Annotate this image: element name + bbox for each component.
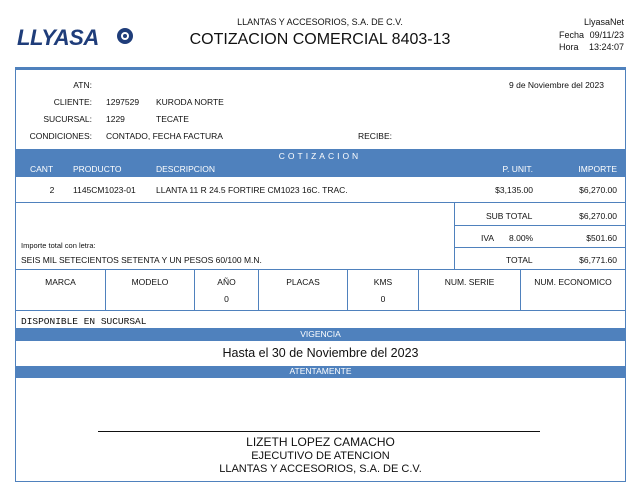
fecha-value: 09/11/23 bbox=[589, 30, 624, 40]
system-name: LlyasaNet bbox=[583, 17, 624, 27]
atentamente-label: ATENTAMENTE bbox=[289, 366, 352, 376]
item-importe: $6,270.00 bbox=[579, 185, 617, 195]
divider bbox=[16, 269, 625, 270]
divider bbox=[105, 270, 106, 310]
document-frame bbox=[15, 67, 626, 482]
iva-label: IVA bbox=[481, 233, 495, 243]
vehicle-header-placas: PLACAS bbox=[286, 277, 320, 287]
divider bbox=[454, 247, 625, 248]
table-row bbox=[16, 178, 625, 200]
availability-note: DISPONIBLE EN SUCURSAL bbox=[21, 316, 147, 327]
document-title: COTIZACION COMERCIAL 8403-13 bbox=[189, 31, 451, 48]
subtotal-label: SUB TOTAL bbox=[486, 211, 533, 221]
company-logo bbox=[15, 24, 133, 50]
item-p-unit: $3,135.00 bbox=[495, 185, 533, 195]
divider bbox=[454, 203, 455, 269]
vehicle-header-serie: NUM. SERIE bbox=[444, 277, 495, 287]
signer-position: EJECUTIVO DE ATENCION bbox=[251, 450, 390, 462]
sucursal-number: 1229 bbox=[106, 114, 125, 124]
col-descripcion: DESCRIPCION bbox=[156, 164, 216, 174]
vehicle-header-economico: NUM. ECONOMICO bbox=[534, 277, 612, 287]
item-cant: 2 bbox=[49, 185, 55, 195]
vehicle-value-anio: 0 bbox=[224, 294, 229, 304]
iva-rate: 8.00% bbox=[509, 233, 534, 243]
vehicle-header-modelo: MODELO bbox=[131, 277, 169, 287]
divider bbox=[347, 270, 348, 310]
col-cant: CANT bbox=[30, 164, 54, 174]
fecha-label: Fecha bbox=[559, 30, 585, 40]
condiciones-label: CONDICIONES: bbox=[29, 131, 92, 141]
vehicle-header-marca: MARCA bbox=[45, 277, 76, 287]
sucursal-label: SUCURSAL: bbox=[43, 114, 92, 124]
svg-text:LLYASA: LLYASA bbox=[17, 25, 99, 50]
hora-label: Hora bbox=[559, 42, 579, 52]
total-value: $6,771.60 bbox=[579, 255, 617, 265]
col-p-unit: P. UNIT. bbox=[502, 164, 533, 174]
item-descripcion: LLANTA 11 R 24.5 FORTIRE CM1023 16C. TRAC. bbox=[156, 185, 348, 195]
hora-value: 13:24:07 bbox=[588, 42, 624, 52]
signer-name: LIZETH LOPEZ CAMACHO bbox=[246, 435, 395, 449]
letra-value: SEIS MIL SETECIENTOS SETENTA Y UN PESOS 60/100 M.N. bbox=[21, 255, 262, 265]
company-name: LLANTAS Y ACCESORIOS, S.A. DE C.V. bbox=[237, 17, 403, 27]
signer-company: LLANTAS Y ACCESORIOS, S.A. DE C.V. bbox=[219, 463, 422, 475]
signature-line bbox=[98, 431, 540, 432]
col-importe: IMPORTE bbox=[578, 164, 617, 174]
cliente-name: KURODA NORTE bbox=[156, 97, 224, 107]
divider bbox=[258, 270, 259, 310]
item-producto: 1145CM1023-01 bbox=[73, 185, 136, 195]
vigencia-label: VIGENCIA bbox=[300, 329, 341, 339]
divider bbox=[16, 310, 625, 311]
subtotal-value: $6,270.00 bbox=[579, 211, 617, 221]
vehicle-header-anio: AÑO bbox=[217, 277, 236, 287]
col-producto: PRODUCTO bbox=[73, 164, 122, 174]
cliente-number: 1297529 bbox=[106, 97, 140, 107]
iva-value: $501.60 bbox=[586, 233, 617, 243]
total-label: TOTAL bbox=[506, 255, 533, 265]
vigencia-text: Hasta el 30 de Noviembre del 2023 bbox=[222, 346, 419, 360]
vehicle-header-kms: KMS bbox=[373, 277, 393, 287]
atn-label: ATN: bbox=[73, 80, 92, 90]
quote-date: 9 de Noviembre del 2023 bbox=[509, 80, 604, 90]
condiciones-value: CONTADO, FECHA FACTURA bbox=[106, 131, 223, 141]
cliente-label: CLIENTE: bbox=[53, 97, 92, 107]
divider bbox=[454, 225, 625, 226]
vehicle-value-kms: 0 bbox=[380, 294, 386, 304]
quote-banner: COTIZACION bbox=[278, 151, 362, 161]
divider bbox=[194, 270, 195, 310]
sucursal-name: TECATE bbox=[156, 114, 189, 124]
divider bbox=[520, 270, 521, 310]
divider bbox=[16, 202, 625, 203]
letra-label: Importe total con letra: bbox=[21, 241, 96, 250]
divider bbox=[418, 270, 419, 310]
recibe-label: RECIBE: bbox=[358, 131, 393, 141]
